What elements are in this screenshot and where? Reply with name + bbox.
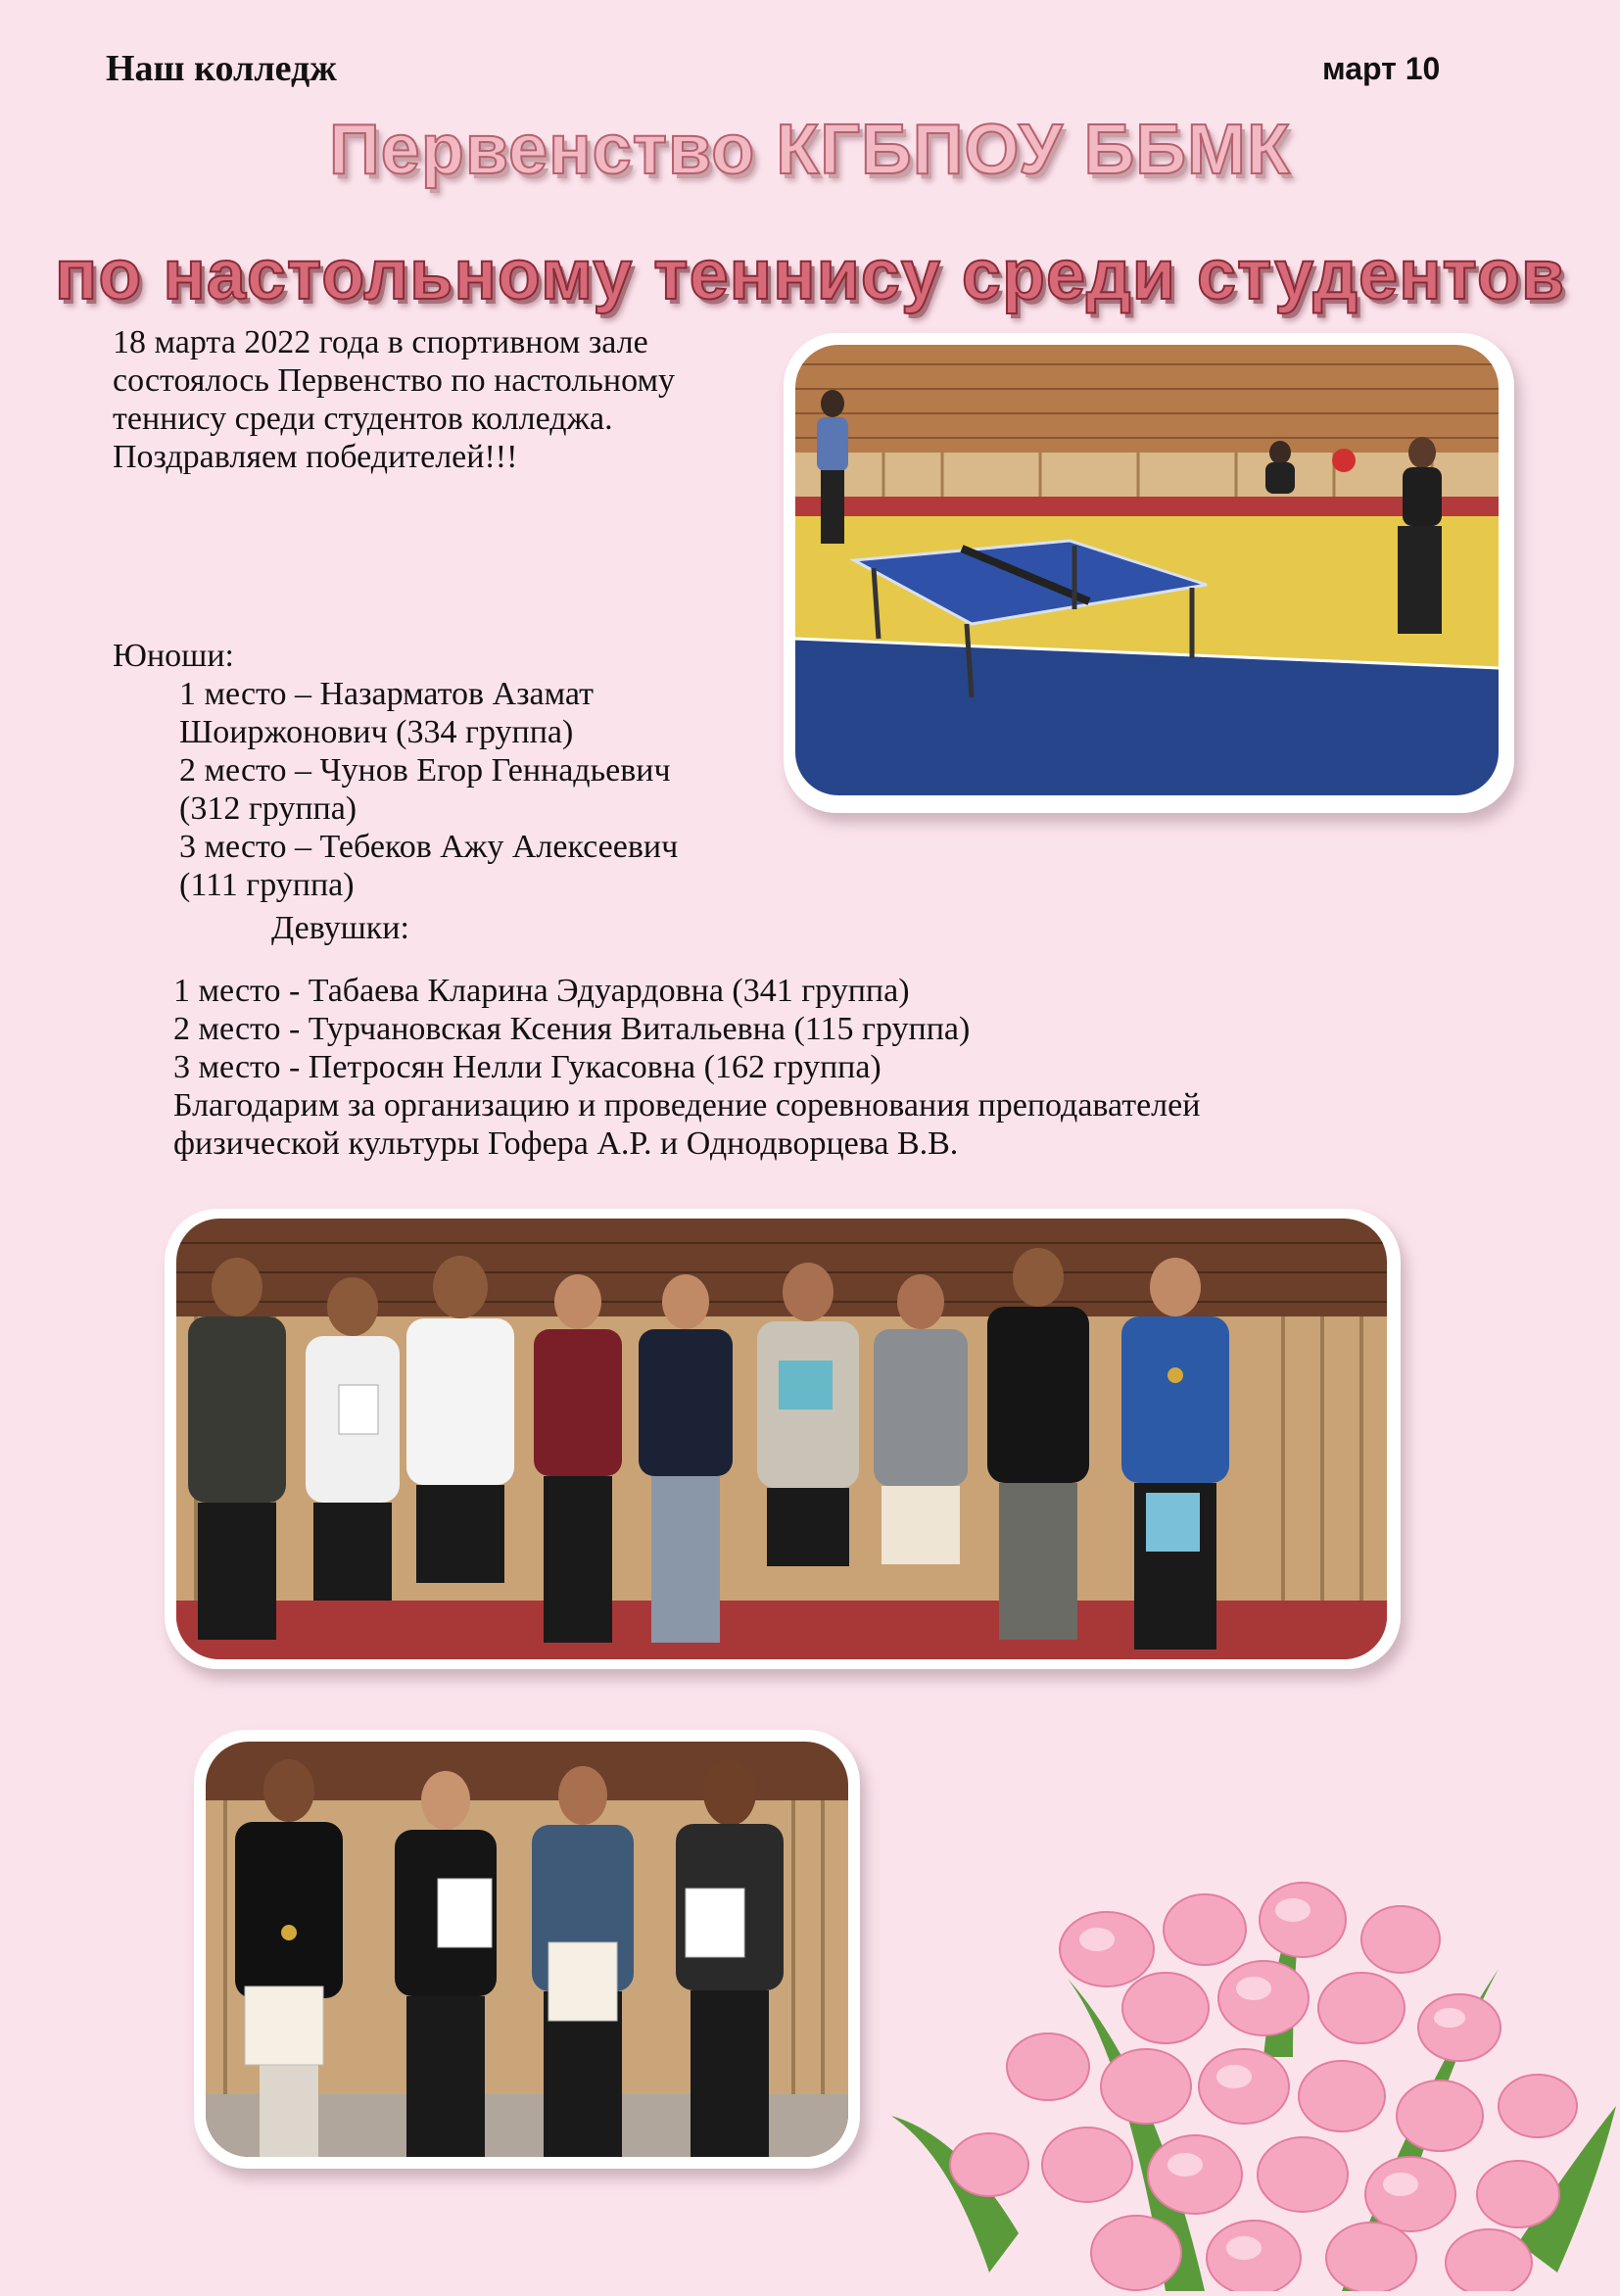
result-line: 3 место - Петросян Нелли Гукасовна (162 группа) [173,1049,881,1085]
result-line: 2 место – Чунов Егор Геннадьевич [179,752,671,789]
issue-label: март 10 [1322,51,1441,86]
boys-results [179,675,767,904]
intro-line: состоялось Первенство по настольному [113,362,675,399]
result-line: Шоиржонович (334 группа) [179,714,574,750]
intro-line: теннису среди студентов колледжа. [113,401,613,437]
boys-label: Юноши: [113,638,234,674]
photo-table-tennis-match [795,345,1499,795]
section-title: Наш колледж [106,48,337,89]
headline-line-1: Первенство КГБПОУ ББМК [329,111,1291,189]
headline-line-2: по настольному теннису среди студентов [54,236,1566,314]
result-line: 3 место – Тебеков Ажу Алексеевич [179,829,679,865]
photo-boys-frame [165,1209,1401,1669]
thanks-line: физической культуры Гофера А.Р. и Однодворцева В.В. [173,1125,959,1162]
photo-girls-frame [194,1730,860,2169]
result-line: (312 группа) [179,790,357,827]
photo-match-frame [784,333,1514,813]
intro-paragraph [113,323,749,476]
result-line: (111 группа) [179,867,355,903]
photo-girls-winners [206,1742,848,2157]
result-line: 1 место – Назарматов Азамат [179,676,594,712]
intro-line: Поздравляем победителей!!! [113,439,518,475]
tulip-bouquet-icon [872,1861,1620,2291]
thanks-line: Благодарим за организацию и проведение соревнования преподавателей [173,1087,1201,1124]
result-line: 1 место - Табаева Кларина Эдуардовна (341 группа) [173,973,910,1009]
girls-label: Девушки: [271,910,409,946]
girls-results [173,972,1349,1163]
photo-boys-winners [176,1219,1387,1659]
intro-line: 18 марта 2022 года в спортивном зале [113,324,648,360]
result-line: 2 место - Турчановская Ксения Витальевна (115 группа) [173,1011,971,1047]
